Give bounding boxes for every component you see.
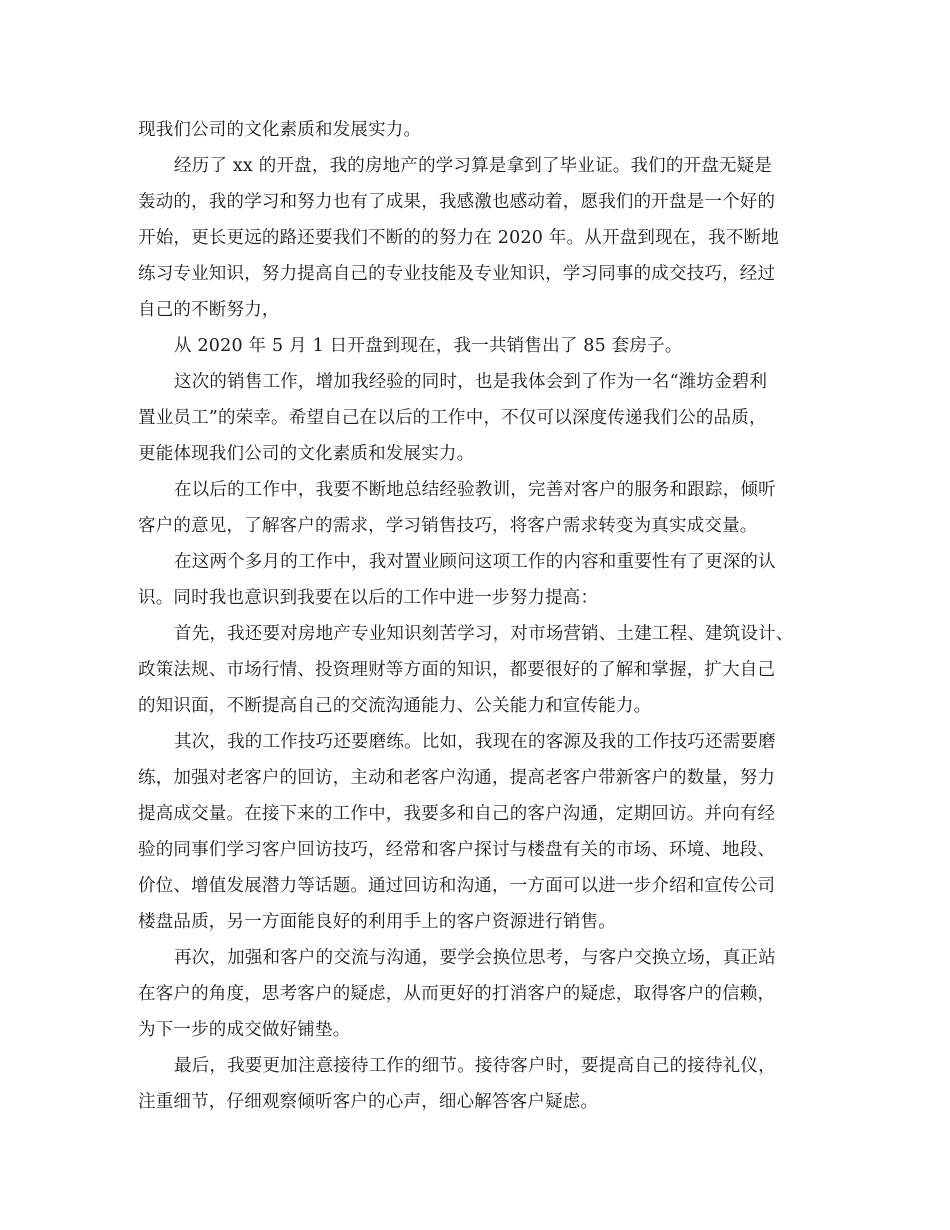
text-line: 现我们公司的文化素质和发展实力。 [138,120,422,140]
text-line: 客户的意见，了解客户的需求，学习销售技巧，将客户需求转变为真实成交量。 [138,516,758,536]
text-line: 楼盘品质，另一方面能良好的利用手上的客户资源进行销售。 [138,912,616,932]
text-line: 政策法规、市场行情、投资理财等方面的知识，都要很好的了解和掌握，扩大自己 [138,660,776,680]
text-line: 注重细节，仔细观察倾听客户的心声，细心解答客户疑虑。 [138,1092,599,1112]
text-line: 价位、增值发展潜力等话题。通过回访和沟通，一方面可以进一步介绍和宣传公司 [138,876,776,896]
text-line: 自己的不断努力， [138,300,280,320]
text-line: 首先，我还要对房地产专业知识刻苦学习，对市场营销、土建工程、建筑设计、 [174,624,794,644]
text-line: 其次，我的工作技巧还要磨练。比如，我现在的客源及我的工作技巧还需要磨 [174,732,776,752]
text-line: 为下一步的成交做好铺垫。 [138,1020,351,1040]
text-line: 更能体现我们公司的文化素质和发展实力。 [138,444,475,464]
text-line: 从 2020 年 5 月 1 日开盘到现在，我一共销售出了 85 套房子。 [174,336,683,356]
text-line: 这次的销售工作，增加我经验的同时，也是我体会到了作为一名“潍坊金碧利 [174,372,768,392]
text-line: 开始，更长更远的路还要我们不断的的努力在 2020 年。从开盘到现在，我不断地 [138,228,779,248]
text-line: 在客户的角度，思考客户的疑虑，从而更好的打消客户的疑虑，取得客户的信赖， [138,984,776,1004]
text-line: 提高成交量。在接下来的工作中，我要多和自己的客户沟通，定期回访。并向有经 [138,804,776,824]
document-body [138,112,828,1120]
text-line: 轰动的，我的学习和努力也有了成果，我感激也感动着，愿我们的开盘是一个好的 [138,192,776,212]
text-line: 在以后的工作中，我要不断地总结经验教训，完善对客户的服务和跟踪，倾听 [174,480,776,500]
text-line: 验的同事们学习客户回访技巧，经常和客户探讨与楼盘有关的市场、环境、地段、 [138,840,776,860]
text-line: 练，加强对老客户的回访，主动和老客户沟通，提高老客户带新客户的数量，努力 [138,768,776,788]
text-line: 再次，加强和客户的交流与沟通，要学会换位思考，与客户交换立场，真正站 [174,948,776,968]
text-line: 置业员工”的荣幸。希望自己在以后的工作中，不仅可以深度传递我们公的品质， [138,408,767,428]
text-line: 经历了 xx 的开盘，我的房地产的学习算是拿到了毕业证。我们的开盘无疑是 [174,156,773,176]
text-line: 在这两个多月的工作中，我对置业顾问这项工作的内容和重要性有了更深的认 [174,552,776,572]
text-line: 的知识面，不断提高自己的交流沟通能力、公关能力和宣传能力。 [138,696,652,716]
text-line: 最后，我要更加注意接待工作的细节。接待客户时，要提高自己的接待礼仪， [174,1056,776,1076]
text-line: 练习专业知识，努力提高自己的专业技能及专业知识，学习同事的成交技巧，经过 [138,264,776,284]
text-line: 识。同时我也意识到我要在以后的工作中进一步努力提高： [138,588,599,608]
